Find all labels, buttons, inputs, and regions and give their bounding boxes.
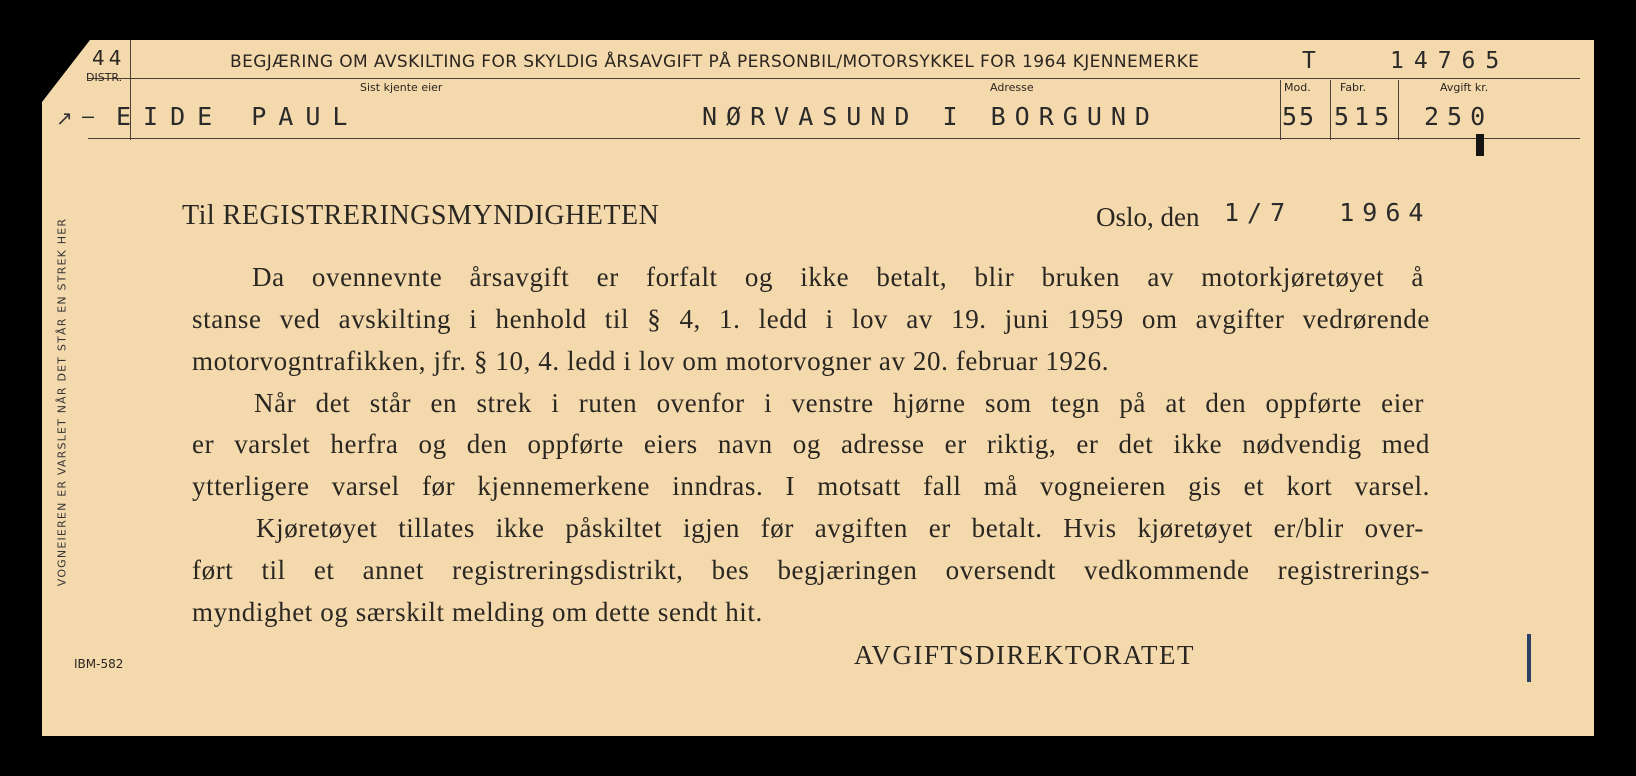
edge-marker — [1527, 634, 1531, 682]
side-note-text: VOGNEIEREN ER VARSLET NÅR DET STÅR EN STREK HER — [55, 217, 69, 587]
index-marker — [1476, 134, 1484, 156]
distr-label: DISTR. — [86, 71, 123, 84]
date-prefix: Oslo, den — [1096, 202, 1200, 232]
body-line-3: motorvogntrafikken, jfr. § 10, 4. ledd i lov om motorvogner av 20. februar 1926. — [192, 346, 1110, 376]
body-line-4: Når det står en strek i ruten ovenfor i venstre hjørne som tegn på at den oppførte eier — [254, 388, 1424, 418]
fabr-value: 515 — [1334, 102, 1395, 131]
body-line-1: Da ovennevnte årsavgift er forfalt og ikke betalt, blir bruken av motorkjøretøyet å — [252, 262, 1424, 292]
side-note — [47, 152, 77, 652]
body-line-7: Kjøretøyet tillates ikke påskiltet igjen før avgiften er betalt. Hvis kjøretøyet er/blir over- — [256, 513, 1424, 543]
fee-divider — [1398, 80, 1399, 140]
owner-name: EIDE PAUL — [116, 102, 360, 131]
header-top-rule — [88, 78, 1580, 79]
address-label: Adresse — [990, 81, 1034, 94]
owner-label: Sist kjente eier — [360, 81, 443, 94]
date-value: 1/7 1964 — [1224, 198, 1432, 227]
distr-number: 44 — [92, 46, 126, 70]
header-bottom-rule — [88, 138, 1580, 139]
form-title: BEGJÆRING OM AVSKILTING FOR SKYLDIG ÅRSAVGIFT PÅ PERSONBIL/MOTORSYKKEL FOR 1964 KJENNEMERKE — [230, 52, 1200, 72]
body-line-2: stanse ved avskilting i henhold til § 4, 1. ledd i lov av 19. juni 1959 om avgifter vedrørende — [192, 304, 1430, 334]
signature: AVGIFTSDIREKTORATET — [854, 640, 1196, 670]
owner-address: NØRVASUND I BORGUND — [702, 102, 1159, 131]
mod-label: Mod. — [1284, 81, 1311, 94]
fee-label: Avgift kr. — [1440, 81, 1489, 94]
plate-letter: T — [1302, 48, 1316, 74]
arrow-icon: ↗ — [56, 106, 73, 130]
body-line-6: ytterligere varsel før kjennemerkene inndras. I motsatt fall må vogneieren gis et kort varsel. — [192, 471, 1430, 501]
fabr-divider — [1330, 80, 1331, 140]
recipient: Til REGISTRERINGSMYNDIGHETEN — [182, 200, 660, 231]
form-code: IBM-582 — [74, 657, 124, 671]
fabr-label: Fabr. — [1340, 81, 1367, 94]
fee-value: 250 — [1424, 102, 1494, 131]
body-line-8: ført til et annet registreringsdistrikt, bes begjæringen oversendt vedkommende registrerings- — [192, 555, 1430, 585]
mod-value: 55 — [1282, 102, 1317, 131]
body-line-5: er varslet herfra og den oppførte eiers navn og adresse er riktig, er det ikke nødvendig med — [192, 429, 1430, 459]
card-corner-cut — [42, 40, 90, 102]
notified-marker: — — [82, 104, 95, 128]
plate-number: 14765 — [1390, 48, 1510, 74]
mod-divider — [1280, 80, 1281, 140]
levy-notice-card — [42, 40, 1594, 736]
body-line-9: myndighet og særskilt melding om dette sendt hit. — [192, 597, 763, 627]
